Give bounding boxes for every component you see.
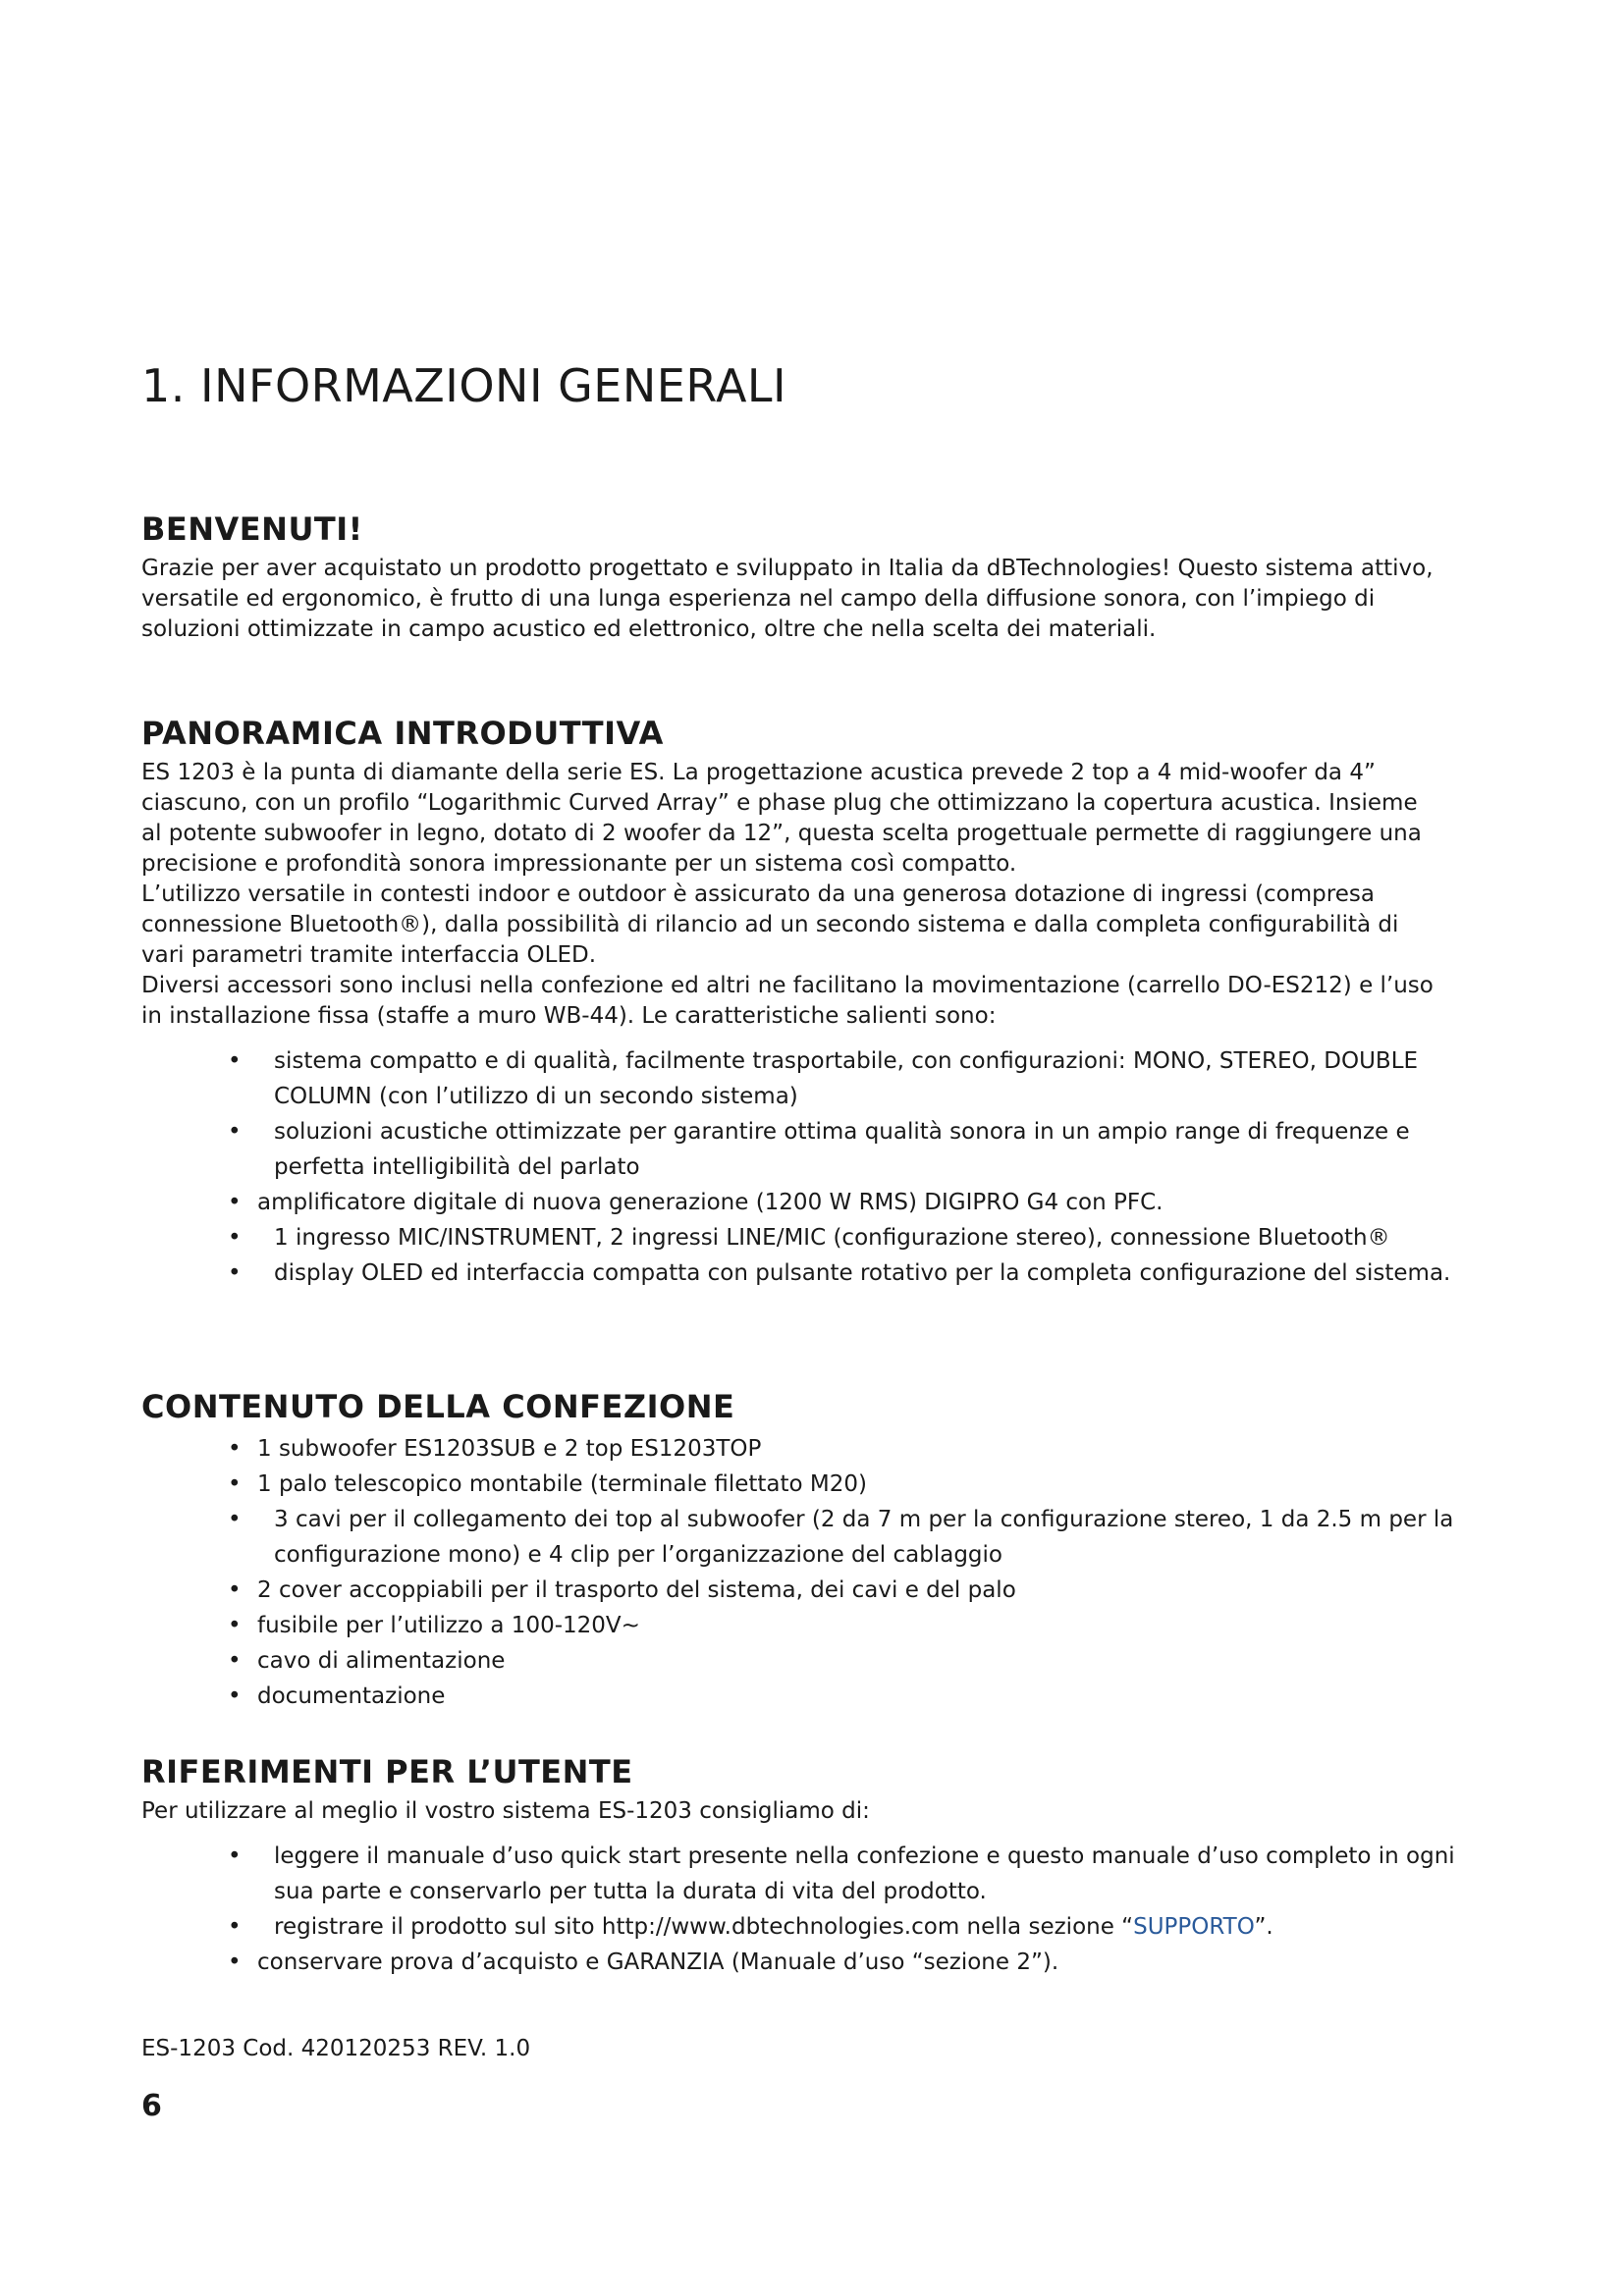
chapter-title: 1. INFORMAZIONI GENERALI bbox=[141, 359, 787, 412]
package-contents-list bbox=[141, 1431, 1496, 1714]
welcome-line: soluzioni ottimizzate in campo acustico ed elettronico, oltre che nella scelta dei materiali. bbox=[141, 616, 1157, 642]
package-heading: CONTENUTO DELLA CONFEZIONE bbox=[141, 1388, 735, 1425]
list-item: • display OLED ed interfaccia compatta con pulsante rotativo per la completa configurazione del sistema. bbox=[228, 1260, 1451, 1286]
list-item: • conservare prova d’acquisto e GARANZIA (Manuale d’uso “sezione 2”). bbox=[228, 1949, 1059, 1975]
support-link[interactable]: SUPPORTO bbox=[1133, 1914, 1255, 1940]
list-item: • cavo di alimentazione bbox=[228, 1648, 506, 1674]
references-list bbox=[141, 1839, 1496, 1980]
list-item: • registrare il prodotto sul sito http://www.dbtechnologies.com nella sezione “SUPPORTO”. bbox=[228, 1914, 1273, 1940]
list-item: • 1 palo telescopico montabile (terminale filettato M20) bbox=[228, 1471, 867, 1497]
overview-line: connessione Bluetooth®), dalla possibilità di rilancio ad un secondo sistema e dalla completa configurabilità di bbox=[141, 912, 1399, 937]
references-heading: RIFERIMENTI PER L’UTENTE bbox=[141, 1753, 633, 1790]
list-item: • 1 ingresso MIC/INSTRUMENT, 2 ingressi LINE/MIC (configurazione stereo), connessione Bluetooth® bbox=[228, 1225, 1390, 1251]
welcome-heading: BENVENUTI! bbox=[141, 510, 363, 548]
page-number: 6 bbox=[141, 2089, 162, 2123]
section-user-references bbox=[141, 1753, 1496, 1980]
section-welcome bbox=[141, 510, 1496, 645]
document-code: ES-1203 Cod. 420120253 REV. 1.0 bbox=[141, 2036, 531, 2061]
welcome-line: Grazie per aver acquistato un prodotto progettato e sviluppato in Italia da dBTechnologies! Questo sistema attivo, bbox=[141, 556, 1434, 581]
section-package-contents bbox=[141, 1388, 1496, 1714]
overview-line: Diversi accessori sono inclusi nella confezione ed altri ne facilitano la movimentazione (carrello DO-ES212) e l’uso bbox=[141, 973, 1434, 998]
welcome-line: versatile ed ergonomico, è frutto di una lunga esperienza nel campo della diffusione sonora, con l’impiego di bbox=[141, 586, 1376, 612]
list-item: • amplificatore digitale di nuova generazione (1200 W RMS) DIGIPRO G4 con PFC. bbox=[228, 1190, 1164, 1215]
overview-heading: PANORAMICA INTRODUTTIVA bbox=[141, 715, 664, 752]
overview-line: vari parametri tramite interfaccia OLED. bbox=[141, 942, 597, 968]
list-item: • sistema compatto e di qualità, facilmente trasportabile, con configurazioni: MONO, STEREO, DOUBLE COLUMN (con l’utilizzo di un secondo sistema) bbox=[228, 1048, 1419, 1109]
list-item: • leggere il manuale d’uso quick start presente nella confezione e questo manuale d’uso completo in ogni sua parte e conservarlo per tutta la durata di vita del prodotto. bbox=[228, 1843, 1455, 1904]
welcome-paragraph bbox=[141, 554, 1496, 645]
list-item: • fusibile per l’utilizzo a 100-120V~ bbox=[228, 1613, 640, 1638]
overview-line: precisione e profondità sonora impressionante per un sistema così compatto. bbox=[141, 851, 1017, 877]
list-item: • soluzioni acustiche ottimizzate per garantire ottima qualità sonora in un ampio range di frequenze e perfetta intelligibilità del parlato bbox=[228, 1119, 1410, 1180]
list-item: • 3 cavi per il collegamento dei top al subwoofer (2 da 7 m per la configurazione stereo, 1 da 2.5 m per la configurazione mono) e 4 clip per l’organizzazione del cablaggio bbox=[228, 1507, 1454, 1568]
overview-line: ciascuno, con un profilo “Logarithmic Curved Array” e phase plug che ottimizzano la copertura acustica. Insieme bbox=[141, 790, 1418, 816]
overview-paragraph bbox=[141, 758, 1496, 1032]
overview-line: al potente subwoofer in legno, dotato di 2 woofer da 12”, questa scelta progettuale permette di raggiungere una bbox=[141, 821, 1422, 846]
section-overview bbox=[141, 715, 1496, 1291]
overview-features-list bbox=[141, 1043, 1496, 1291]
list-item: • documentazione bbox=[228, 1683, 446, 1709]
overview-line: ES 1203 è la punta di diamante della serie ES. La progettazione acustica prevede 2 top a 4 mid-woofer da 4” bbox=[141, 760, 1376, 785]
overview-line: in installazione fissa (staffe a muro WB-44). Le caratteristiche salienti sono: bbox=[141, 1003, 997, 1029]
list-item: • 1 subwoofer ES1203SUB e 2 top ES1203TOP bbox=[228, 1436, 762, 1462]
list-item: • 2 cover accoppiabili per il trasporto del sistema, dei cavi e del palo bbox=[228, 1577, 1016, 1603]
overview-line: L’utilizzo versatile in contesti indoor e outdoor è assicurato da una generosa dotazione di ingressi (compresa bbox=[141, 881, 1375, 907]
references-intro: Per utilizzare al meglio il vostro sistema ES-1203 consigliamo di: bbox=[141, 1798, 870, 1824]
